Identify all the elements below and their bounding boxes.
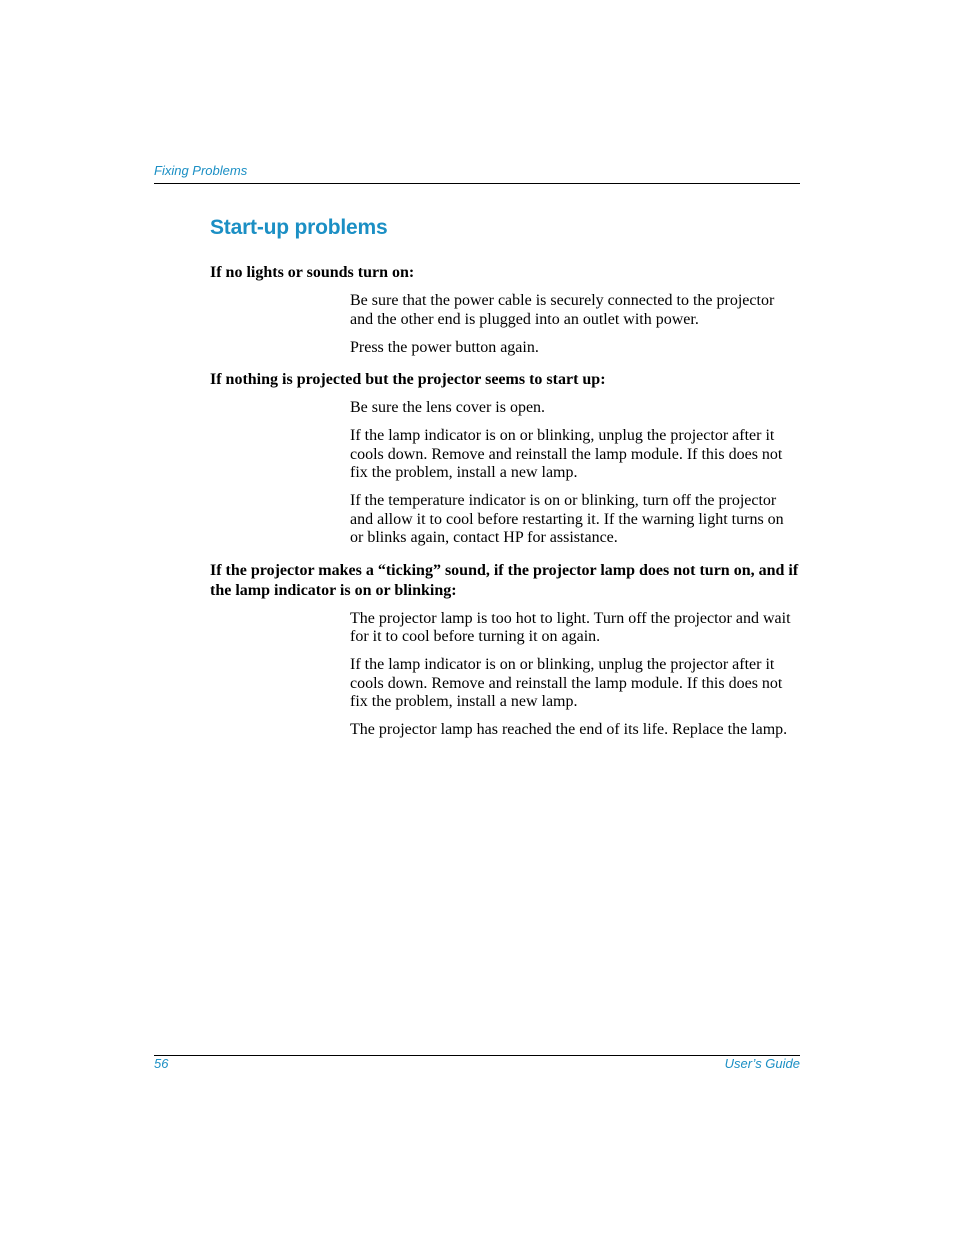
solution-list [350,399,800,548]
problem-heading: If the projector makes a “ticking” sound, if the projector lamp does not turn on, and if the lamp indicator is on or blinking: [210,561,799,599]
problem-group [210,370,800,548]
footer-rule [154,1055,800,1056]
solution-item: The projector lamp is too hot to light. Turn off the projector and wait for it to cool before turning it on again. [350,609,791,645]
problem-heading: If no lights or sounds turn on: [210,264,415,281]
solution-item: Press the power button again. [350,338,539,356]
footer-guide-title: User’s Guide [724,1056,800,1071]
header-rule [154,183,800,184]
problem-group [210,263,800,357]
solution-item: If the lamp indicator is on or blinking, unplug the projector after it cools down. Remove and reinstall the lamp module. If this does not fix the problem, install a new lamp. [350,656,783,710]
solution-item: Be sure that the power cable is securely connected to the projector and the other end is plugged into an outlet with power. [350,292,775,328]
solution-item: If the lamp indicator is on or blinking, unplug the projector after it cools down. Remove and reinstall the lamp module. If this does not fix the problem, install a new lamp. [350,427,783,481]
solution-list [350,292,800,357]
page-number: 56 [154,1056,169,1071]
solution-item: If the temperature indicator is on or blinking, turn off the projector and allow it to cool before restarting it. If the warning light turns on or blinks again, contact HP for assistance. [350,492,784,546]
solution-list [350,610,800,740]
solution-item: Be sure the lens cover is open. [350,399,546,416]
problems-content [210,263,800,753]
solution-item: The projector lamp has reached the end of its life. Replace the lamp. [350,721,788,738]
running-header: Fixing Problems [154,163,248,178]
problem-heading: If nothing is projected but the projector seems to start up: [210,371,606,388]
section-title: Start-up problems [210,216,388,239]
problem-group [210,561,800,740]
